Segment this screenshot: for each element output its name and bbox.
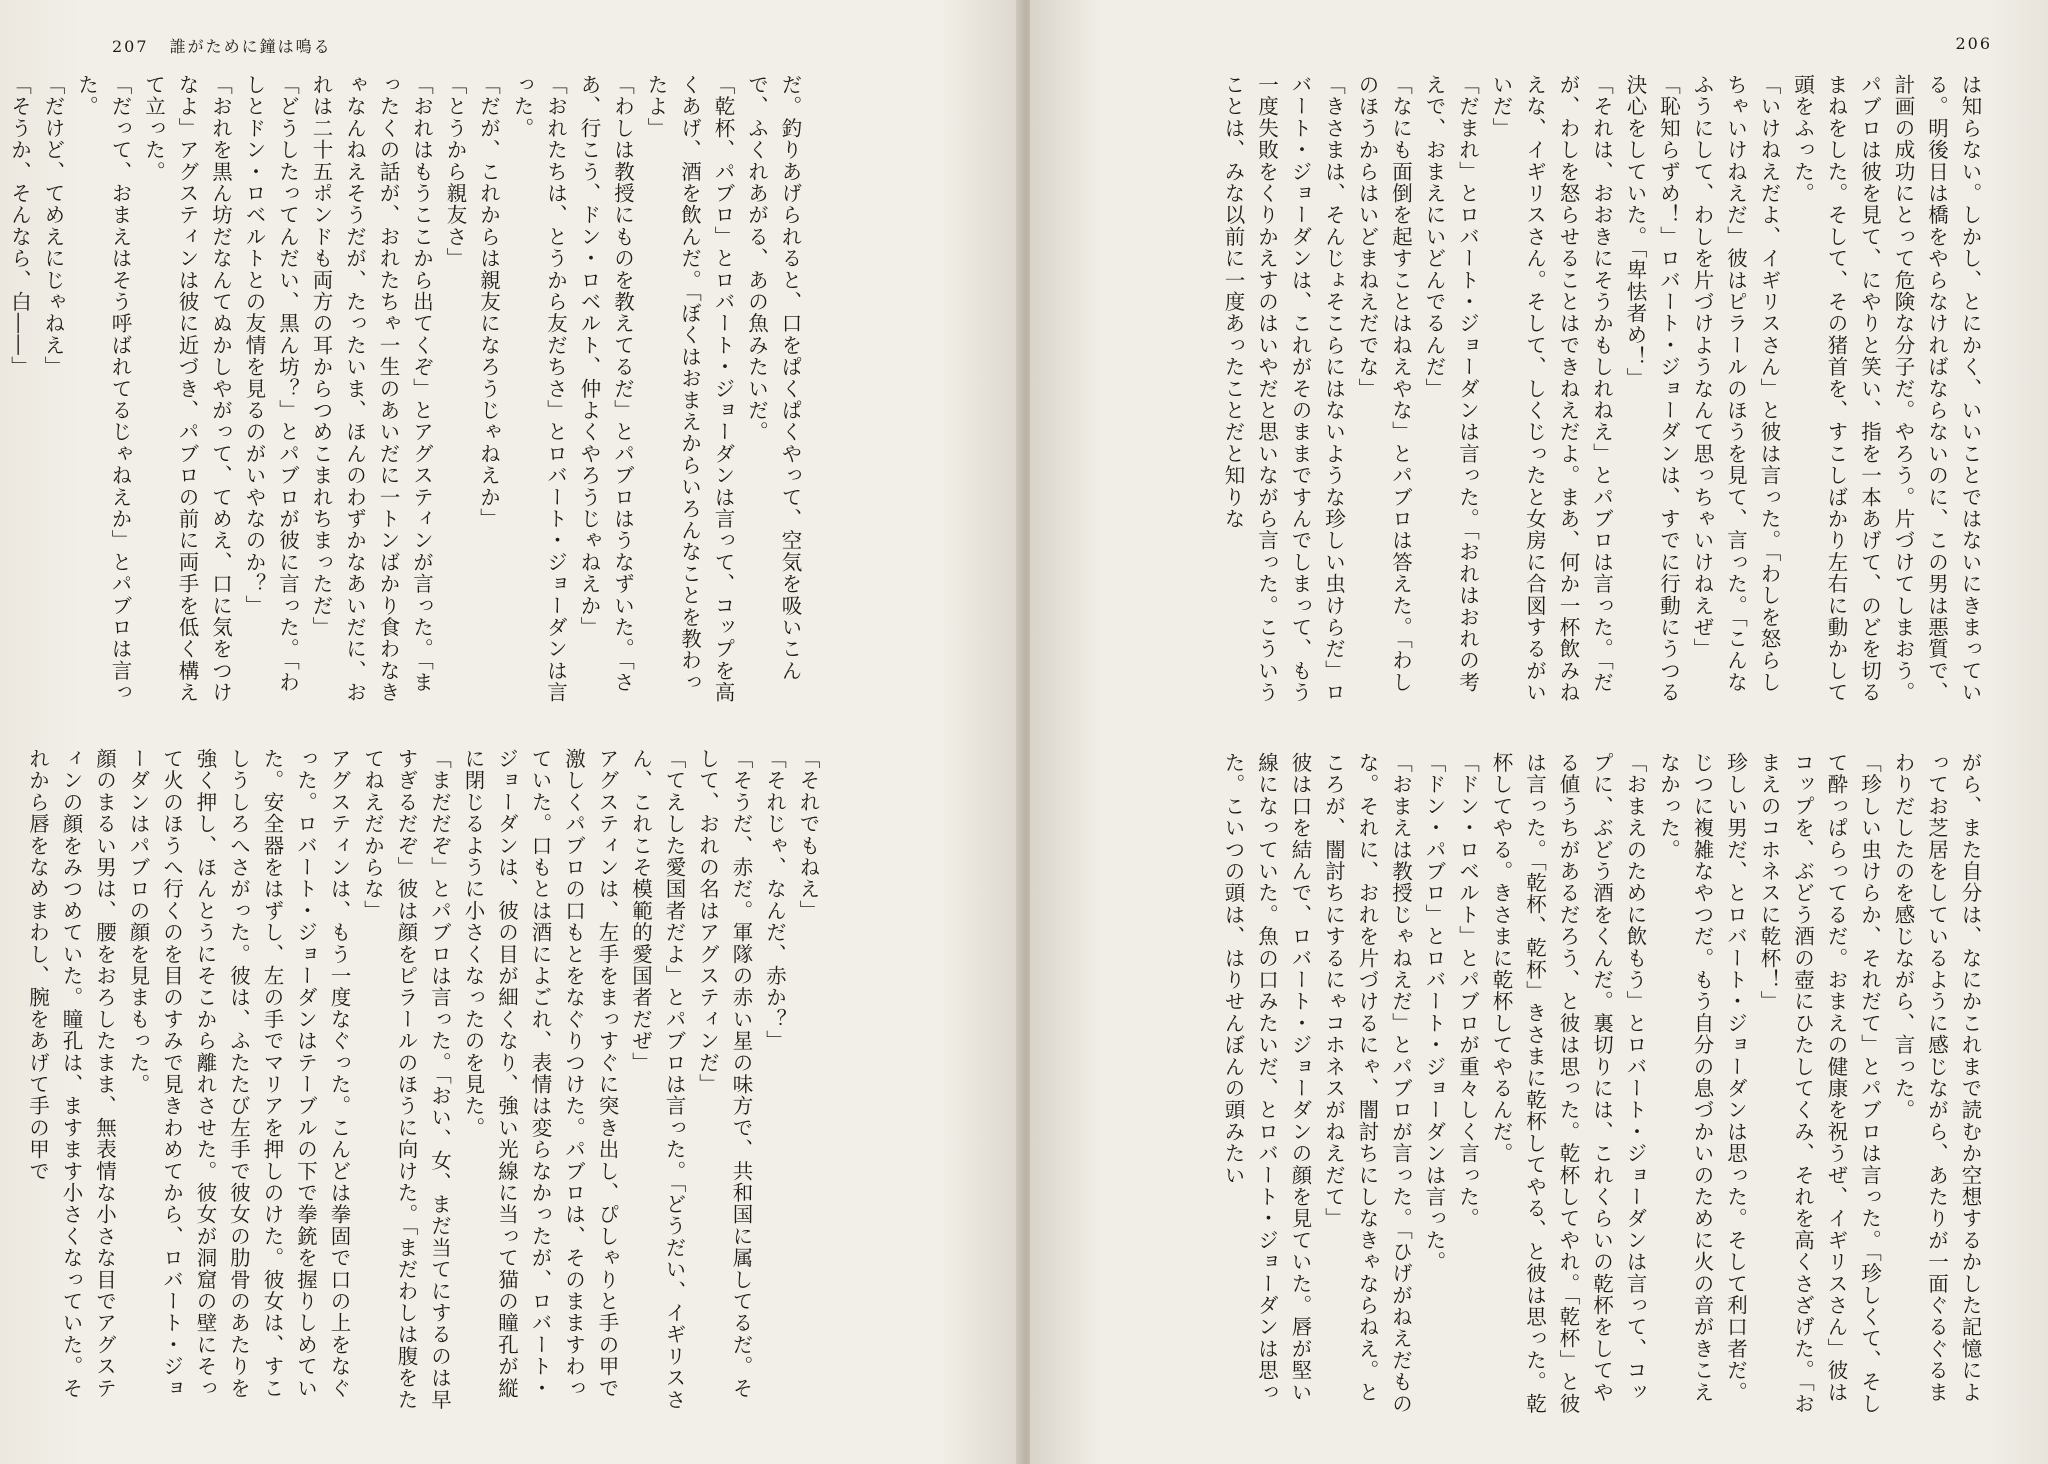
- paragraph: 珍しい男だ、とロバート・ジョーダンは思った。そして利口者だ。じつに複雑なやつだ。もう自分の息づかいのために火の音がきこえなかった。: [1656, 752, 1748, 1403]
- left-page-upper-tier: [7, 74, 806, 706]
- paragraph: 「おれたちは、とうから友だちさ」とロバート・ジョーダンは言った。: [510, 74, 568, 704]
- paragraph: 「珍しい虫けらか、それだて」とパブロは言った。「珍しくて、そして酔っぱらってるだ。おまえの健康を祝うぜ、イギリスさん」彼はコップを、ぶどう酒の壺にひたしてくみ、それを高くさざげた。「おまえのコホネスに乾杯！」: [1757, 752, 1882, 1415]
- paragraph: は知らない。しかし、とにかく、いいことではないにきまっている。明後日は橋をやらなければならないのに、この男は悪質で、計画の成功にとって危険な分子だ。やろう。片づけてしまおう。: [1891, 74, 1982, 704]
- paragraph: 「てえした愛国者だよ」とパブロは言った。「どうだい、イギリスさん、これこそ模範的愛国者だぜ」: [628, 748, 686, 1411]
- paragraph: 「おまえのために飲もう」とロバート・ジョーダンは言って、コップに、ぶどう酒をくんだ。裏切りには、これくらいの乾杯をしてやる値うちがあるだろう、と彼は思った。乾杯してやれ。「乾杯」と彼は言った。「乾杯、乾杯」きさまに乾杯してやる、と彼は思った。乾杯してやる。きさまに乾杯してやるんだ。: [1489, 752, 1647, 1415]
- paragraph: 「いけねえだよ、イギリスさん」と彼は言った。「わしを怒らしちゃいけねえだ」彼はピラールのほうを見て、言った。「こんなふうにして、わしを片づけようなんて思っちゃいけねえぜ」: [1690, 74, 1781, 694]
- paragraph: 「だまれ」とロバート・ジョーダンは言った。「おれはおれの考えで、おまえにいどんでるんだ」: [1422, 74, 1480, 694]
- paragraph: 「まだだぞ」とパブロは言った。「おい、女、まだ当てにするのは早すぎるだぞ」彼は顔をピラールのほうに向けた。「まだわしは腹をたてねえだからな」: [360, 748, 452, 1411]
- paragraph: 「とうから親友さ」: [443, 74, 467, 270]
- paragraph: がら、また自分は、なにかこれまで読むか空想するかした記憶によってお芝居をしているように感じながら、あたりが一面ぐるぐるまわりだしたのを感じながら、言った。: [1891, 752, 1982, 1403]
- paragraph: 「恥知らずめ！」ロバート・ジョーダンは、すでに行動にうつる決心をしていた。「卑怯者め！」: [1623, 74, 1681, 704]
- paragraph: アグスティンは、もう一度なぐった。こんどは拳固で口の上をなぐった。ロバート・ジョーダンはテーブルの下で拳銃を握りしめていた。安全器をはずし、左の手でマリアを押しのけた。彼女は、すこしうしろへさがった。彼は、ふたたび左手で彼女の肋骨のあたりを強く押し、ほんとうにそこから離れさせた。彼女が洞窟の壁にそって火のほうへ行くのを目のすみで見きわめてから、ロバート・ジョーダンはパブロの顔を見まもった。: [126, 748, 351, 1399]
- paragraph: 「おまえは教授じゃねえだ」とパブロが言った。「ひげがねえだものな。それに、おれを片づけるにゃ、闇討ちにしなきゃならねえ。ところが、闇討ちにするにゃコホネスがねえだて」: [1321, 752, 1413, 1415]
- paragraph: 「そうだ、赤だ。軍隊の赤い星の味方で、共和国に属してるだ。そして、おれの名はアグスティンだ」: [695, 748, 753, 1399]
- left-page-header: [112, 34, 332, 57]
- paragraph: 顔のまるい男は、腰をおろしたまま、無表情な小さな目でアグスティンの顔をみつめていた。瞳孔は、ますます小さくなっていた。それから唇をなめまわし、腕をあげて手の甲で: [25, 748, 117, 1399]
- paragraph: 「ドン・パブロ」とロバート・ジョーダンは言った。: [1422, 752, 1446, 1273]
- left-page-number: 207: [112, 37, 149, 56]
- paragraph: 「だけど、てめえにじゃねえ」: [41, 74, 65, 378]
- paragraph: パブロは彼を見て、にやりと笑い、指を一本あげて、のどを切るまねをした。そして、その猪首を、すこしばかり左右に動かして頭をふった。: [1790, 74, 1882, 704]
- paragraph: 「わしは教授にものを教えてるだ」とパブロはうなずいた。「さあ、行こう、ドン・ロベルト、仲よくやろうじゃねえか」: [577, 74, 635, 694]
- paragraph: 「おれを黒ん坊だなんてぬかしやがって、てめえ、口に気をつけなよ」アグスティンは彼に近づき、パブロの前に両手を低く構えて立った。: [141, 74, 233, 704]
- right-page-number: 206: [1955, 34, 1992, 53]
- paragraph: 「どうしたってんだい、黒ん坊？」とパブロが彼に言った。「わしとドン・ロベルトとの友情を見るのがいやなのか？」: [242, 74, 300, 694]
- paragraph: 「おれはもうここから出てくぞ」とアグスティンが言った。「まったくの話が、おれたちゃ一生のあいだに一トンばかり食わなきゃなんねえそうだが、たったいま、ほんのわずかなあいだに、おれは二十五ポンドも両方の耳からつめこまれちまっただ」: [309, 74, 434, 704]
- paragraph: 「きさまは、そんじょそこらにはないような珍しい虫けらだ」ロバート・ジョーダンは、これがそのままですんでしまって、もう一度失敗をくりかえすのはいやだと思いながら言った。こういうことは、みな以前に一度あったことだと知りな: [1221, 74, 1346, 704]
- left-page: [0, 0, 1022, 1464]
- paragraph: 彼は口を結んで、ロバート・ジョーダンの顔を見ていた。唇が堅い線になっていた。魚の口みたいだ、とロバート・ジョーダンは思った。こいつの頭は、はりせんぼんの頭みたい: [1221, 752, 1312, 1403]
- paragraph: 「ドン・ロベルト」とパブロが重々しく言った。: [1455, 752, 1480, 1230]
- paragraph: 「それは、おおきにそうかもしれねえ」とパブロは言った。「だが、わしを怒らせることはできねえだよ。まあ、何か一杯飲みねえな、イギリスさん。そして、しくじったと女房に合図するがいいだ」: [1489, 74, 1614, 704]
- paragraph: だ。釣りあげられると、口をぱくぱくやって、空気を吸いこんで、ふくれあがる、あの魚みたいだ。: [744, 74, 802, 682]
- right-page-upper-tier: [1128, 74, 1986, 714]
- running-title: 誰がために鐘は鳴る: [169, 37, 332, 56]
- paragraph: 「だって、おまえはそう呼ばれてるじゃねえか」とパブロは言った。: [74, 74, 132, 704]
- paragraph: 「だが、これからは親友になろうじゃねえか」: [476, 74, 501, 530]
- paragraph: 「なにも面倒を起すことはねえやな」とパブロは答えた。「わしのほうからはいどまねえだでな」: [1355, 74, 1413, 694]
- paragraph: 「そうか、そんなら、白――」: [7, 74, 32, 378]
- paragraph: 「乾杯、パブロ」とロバート・ジョーダンは言って、コップを高くあげ、酒を飲んだ。「ぼくはおまえからいろんなことを教わったよ」: [644, 74, 735, 704]
- right-page-header: [1955, 34, 1992, 53]
- paragraph: 「それでもねえ」: [796, 748, 820, 922]
- right-page-lower-tier: [1128, 752, 1986, 1420]
- paragraph: 「それじゃ、なんだ、赤か？」: [762, 748, 787, 1052]
- paragraph: アグスティンは、左手をまっすぐに突き出し、ぴしゃりと手の甲で激しくパブロの口もとをなぐりつけた。パブロは、そのまますわっていた。口もとは酒によごれ、表情は変らなかったが、ロバート・ジョーダンは、彼の目が細くなり、強い光線に当って猫の瞳孔が縦に閉じるように小さくなったのを見た。: [461, 748, 619, 1399]
- left-page-lower-tier: [25, 748, 824, 1416]
